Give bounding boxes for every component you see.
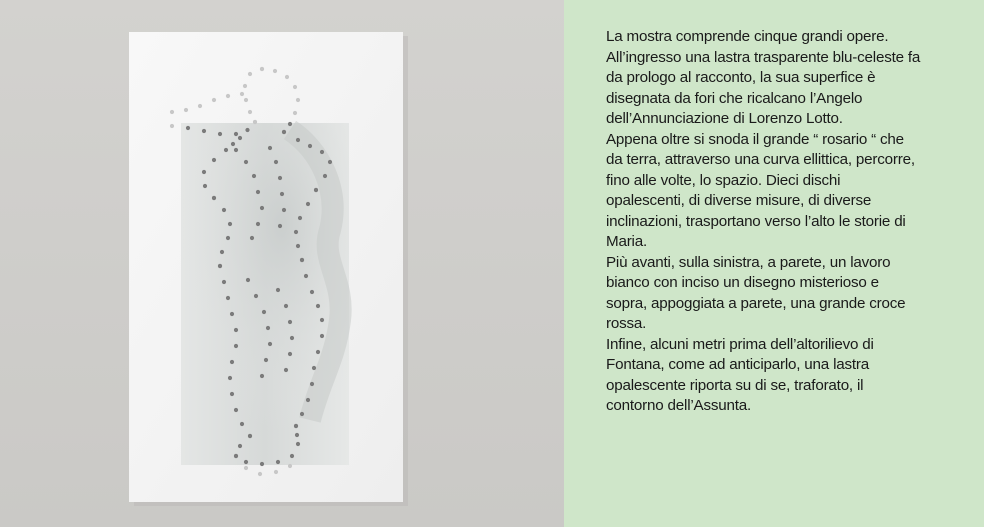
- perforation-hole: [234, 454, 238, 458]
- perforation-hole: [296, 138, 300, 142]
- perforation-hole: [290, 454, 294, 458]
- perforation-hole: [222, 208, 226, 212]
- perforation-hole: [244, 460, 248, 464]
- perforation-hole: [314, 188, 318, 192]
- perforation-hole: [288, 320, 292, 324]
- perforation-hole: [293, 111, 297, 115]
- perforation-hole: [304, 274, 308, 278]
- perforation-hole: [260, 462, 264, 466]
- perforation-hole: [248, 110, 252, 114]
- perforation-hole: [273, 69, 277, 73]
- perforation-hole: [294, 230, 298, 234]
- perforation-hole: [248, 72, 252, 76]
- perforation-hole: [212, 196, 216, 200]
- perforation-hole: [250, 236, 254, 240]
- perforation-hole: [262, 310, 266, 314]
- perforation-hole: [234, 132, 238, 136]
- perforation-hole: [278, 176, 282, 180]
- perforation-hole: [276, 288, 280, 292]
- perforation-hole: [320, 150, 324, 154]
- perforation-hole: [316, 350, 320, 354]
- perforation-hole: [306, 202, 310, 206]
- perforation-hole: [296, 98, 300, 102]
- perforation-hole: [308, 144, 312, 148]
- description-panel: [564, 0, 984, 527]
- perforation-hole: [226, 94, 230, 98]
- perforation-hole: [170, 124, 174, 128]
- perforation-hole: [234, 408, 238, 412]
- perforation-hole: [310, 382, 314, 386]
- perforation-hole: [234, 344, 238, 348]
- perforation-hole: [296, 442, 300, 446]
- perforation-hole: [274, 470, 278, 474]
- perforation-hole: [224, 148, 228, 152]
- perforation-hole: [230, 392, 234, 396]
- perforation-hole: [278, 224, 282, 228]
- perforation-hole: [266, 326, 270, 330]
- perforation-hole: [300, 258, 304, 262]
- perforation-hole: [288, 122, 292, 126]
- perforation-hole: [254, 294, 258, 298]
- perforation-hole: [290, 336, 294, 340]
- perforation-hole: [228, 222, 232, 226]
- perforation-hole: [260, 374, 264, 378]
- perforation-hole: [306, 398, 310, 402]
- perforation-hole: [294, 424, 298, 428]
- perforation-hole: [226, 236, 230, 240]
- perforation-hole: [316, 304, 320, 308]
- perforation-hole: [282, 130, 286, 134]
- perforation-hole: [312, 366, 316, 370]
- perforation-hole: [243, 84, 247, 88]
- perforation-hole: [280, 192, 284, 196]
- perforation-hole: [274, 160, 278, 164]
- perforation-hole: [258, 472, 262, 476]
- perforation-hole: [244, 160, 248, 164]
- perforation-hole: [231, 142, 235, 146]
- perforation-hole: [186, 126, 190, 130]
- perforation-hole: [295, 433, 299, 437]
- perforation-hole: [202, 170, 206, 174]
- perforation-hole: [268, 342, 272, 346]
- perforation-hole: [228, 376, 232, 380]
- perforation-hole: [222, 280, 226, 284]
- perforation-hole: [230, 360, 234, 364]
- perforation-hole: [240, 422, 244, 426]
- perforation-hole: [244, 98, 248, 102]
- perforation-hole: [256, 222, 260, 226]
- perforation-hole: [268, 146, 272, 150]
- perforation-hole: [246, 278, 250, 282]
- perforation-hole: [288, 464, 292, 468]
- paragraph-4: Infine, alcuni metri prima dell’altorilievo di Fontana, come ad anticiparlo, una lastra opalescente riporta su di se, traforato, il contorno dell’Assunta.: [606, 335, 874, 414]
- perforation-hole: [220, 250, 224, 254]
- perforation-hole: [298, 216, 302, 220]
- perforation-hole: [212, 158, 216, 162]
- perforation-hole: [234, 148, 238, 152]
- perforation-hole: [310, 290, 314, 294]
- perforation-hole: [293, 85, 297, 89]
- perforation-hole: [212, 98, 216, 102]
- perforation-hole: [184, 108, 188, 112]
- perforation-hole: [202, 129, 206, 133]
- perforation-hole: [300, 412, 304, 416]
- perforation-hole: [203, 184, 207, 188]
- perforation-hole: [218, 264, 222, 268]
- perforation-hole: [288, 352, 292, 356]
- paragraph-2: Appena oltre si snoda il grande “ rosario “ che da terra, attraverso una curva ellittica, percorre, fino alle volte, lo spazio. Dieci dischi opalescenti, di diverse misure, di diverse inclinazioni, trasportano verso l’alto le storie di Maria.: [606, 130, 915, 250]
- perforation-hole: [218, 132, 222, 136]
- paragraph-1: La mostra comprende cinque grandi opere. All’ingresso una lastra trasparente blu-celeste fa da prologo al racconto, la sua superfice è disegnata da fori che ricalcano l’Angelo dell’Annunciazione di Lorenzo Lotto.: [606, 28, 921, 127]
- perforation-hole: [320, 318, 324, 322]
- perforation-hole: [234, 328, 238, 332]
- perforation-hole: [256, 190, 260, 194]
- perforation-hole: [170, 110, 174, 114]
- perforation-hole: [253, 120, 257, 124]
- perforation-hole: [284, 304, 288, 308]
- perforation-hole: [260, 67, 264, 71]
- perforation-hole: [248, 434, 252, 438]
- perforation-hole: [323, 174, 327, 178]
- perforation-hole: [285, 75, 289, 79]
- perforation-hole: [320, 334, 324, 338]
- perforation-hole: [240, 92, 244, 96]
- perforation-hole: [230, 312, 234, 316]
- perforation-hole: [276, 460, 280, 464]
- perforation-hole: [264, 358, 268, 362]
- perforation-hole: [238, 444, 242, 448]
- perforation-hole: [284, 368, 288, 372]
- perforation-hole: [245, 128, 249, 132]
- perforation-hole: [244, 466, 248, 470]
- perforation-hole: [226, 296, 230, 300]
- perforation-hole: [282, 208, 286, 212]
- perforation-hole: [260, 206, 264, 210]
- paragraph-3: Più avanti, sulla sinistra, a parete, un lavoro bianco con inciso un disegno misterioso e sopra, appoggiata a parete, una grande croce rossa.: [606, 253, 906, 332]
- perforation-hole: [198, 104, 202, 108]
- perforation-hole: [296, 244, 300, 248]
- perforation-hole: [252, 174, 256, 178]
- perforation-hole: [238, 136, 242, 140]
- perforation-hole: [328, 160, 332, 164]
